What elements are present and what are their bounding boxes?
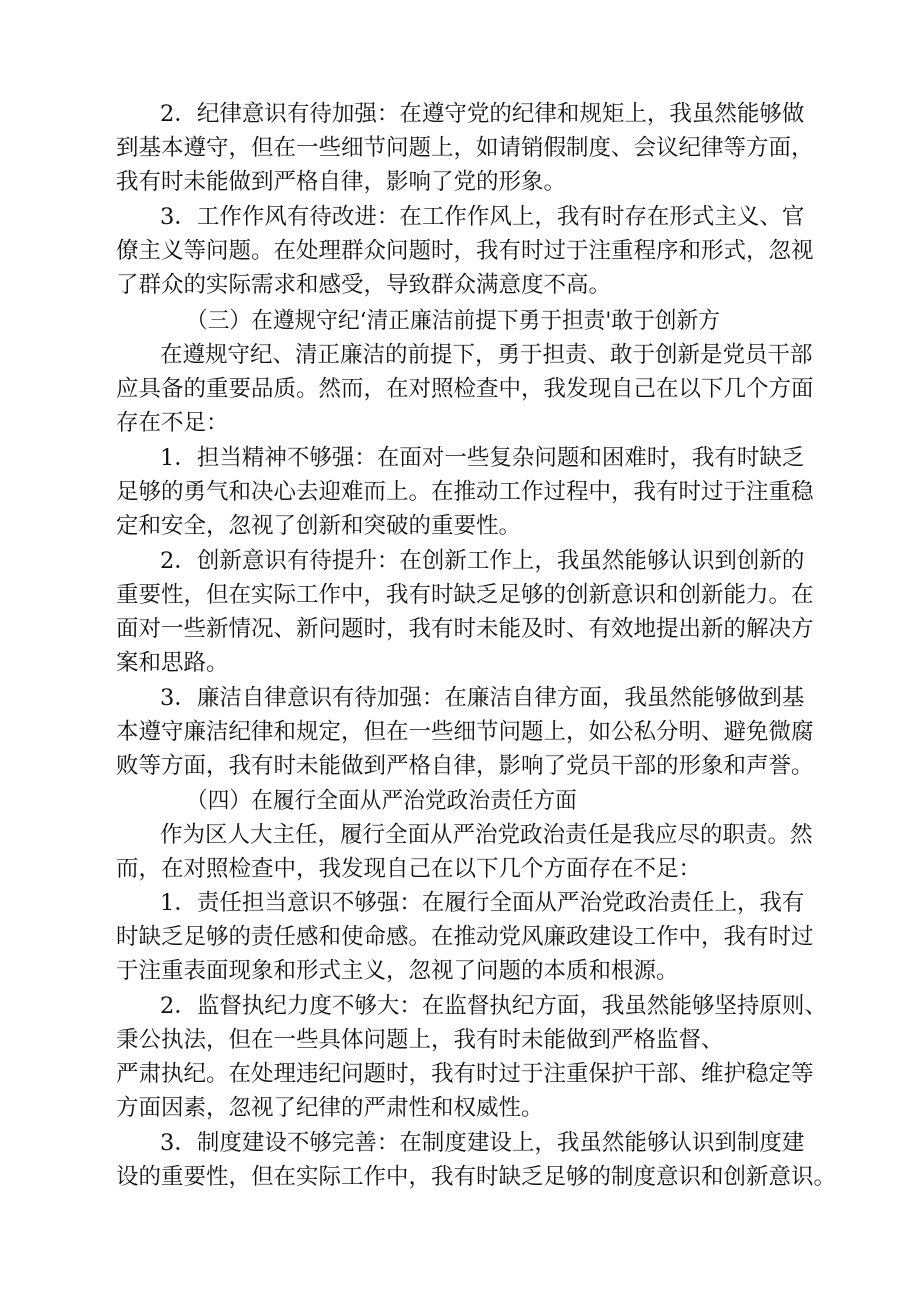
text-line: 僚主义等问题。在处理群众问题时，我有时过于注重程序和形式，忽视: [116, 238, 814, 264]
text-line: 3．制度建设不够完善：在制度建设上，我虽然能够认识到制度建: [160, 1130, 805, 1156]
section-heading: （三）在遵规守纪‘清正廉洁前提下勇于担责'敢于创新方: [186, 308, 720, 334]
text-line: 存在不足：: [116, 410, 229, 436]
text-line: 案和思路。: [116, 650, 229, 676]
section-heading: （四）在履行全面从严治党政治责任方面: [186, 788, 577, 814]
text-line: 我有时未能做到严格自律，影响了党的形象。: [116, 169, 567, 195]
text-line: 方面因素，忽视了纪律的严肃性和权威性。: [116, 1095, 544, 1121]
text-line: 作为区人大主任，履行全面从严治党政治责任是我应尽的职责。然: [160, 822, 813, 848]
text-line: 而，在对照检查中，我发现自己在以下几个方面存在不足：: [116, 856, 702, 882]
text-line: 足够的勇气和决心去迎难而上。在推动工作过程中，我有时过于注重稳: [116, 479, 814, 505]
text-line: 应具备的重要品质。然而，在对照检查中，我发现自己在以下几个方面: [116, 376, 814, 402]
text-line: 面对一些新情况、新问题时，我有时未能及时、有效地提出新的解决方: [116, 616, 814, 642]
text-line: 到基本遵守，但在一些细节问题上，如请销假制度、会议纪律等方面，: [116, 135, 814, 161]
text-line: 严肃执纪。在处理违纪问题时，我有时过于注重保护干部、维护稳定等: [116, 1061, 814, 1087]
text-line: 2．纪律意识有待加强：在遵守党的纪律和规矩上，我虽然能够做: [160, 101, 805, 127]
text-line: 重要性，但在实际工作中，我有时缺乏足够的创新意识和创新能力。在: [116, 582, 814, 608]
text-line: 2．监督执纪力度不够大：在监督执纪方面，我虽然能够坚持原则、: [160, 993, 827, 1019]
text-line: 于注重表面现象和形式主义，忽视了问题的本质和根源。: [116, 958, 679, 984]
text-line: 定和安全，忽视了创新和突破的重要性。: [116, 513, 522, 539]
text-line: 败等方面，我有时未能做到严格自律，影响了党员干部的形象和声誉。: [116, 753, 814, 779]
text-line: 设的重要性，但在实际工作中，我有时缺乏足够的制度意识和创新意识。: [116, 1164, 837, 1190]
text-line: 3．工作作风有待改进：在工作作风上，我有时存在形式主义、官: [160, 204, 805, 230]
text-line: 秉公执法，但在一些具体问题上，我有时未能做到严格监督、: [116, 1027, 724, 1053]
text-line: 1．担当精神不够强：在面对一些复杂问题和困难时，我有时缺乏: [160, 445, 805, 471]
text-line: 3．廉洁自律意识有待加强：在廉洁自律方面，我虽然能够做到基: [160, 685, 805, 711]
text-line: 时缺乏足够的责任感和使命感。在推动党风廉政建设工作中，我有时过: [116, 924, 814, 950]
text-line: 1．责任担当意识不够强：在履行全面从严治党政治责任上，我有: [160, 890, 805, 916]
text-line: 在遵规守纪、清正廉洁的前提下，勇于担责、敢于创新是党员干部: [160, 342, 813, 368]
text-line: 2．创新意识有待提升：在创新工作上，我虽然能够认识到创新的: [160, 548, 805, 574]
text-line: 本遵守廉洁纪律和规定，但在一些细节问题上，如公私分明、避免微腐: [116, 719, 814, 745]
text-line: 了群众的实际需求和感受，导致群众满意度不高。: [116, 272, 612, 298]
